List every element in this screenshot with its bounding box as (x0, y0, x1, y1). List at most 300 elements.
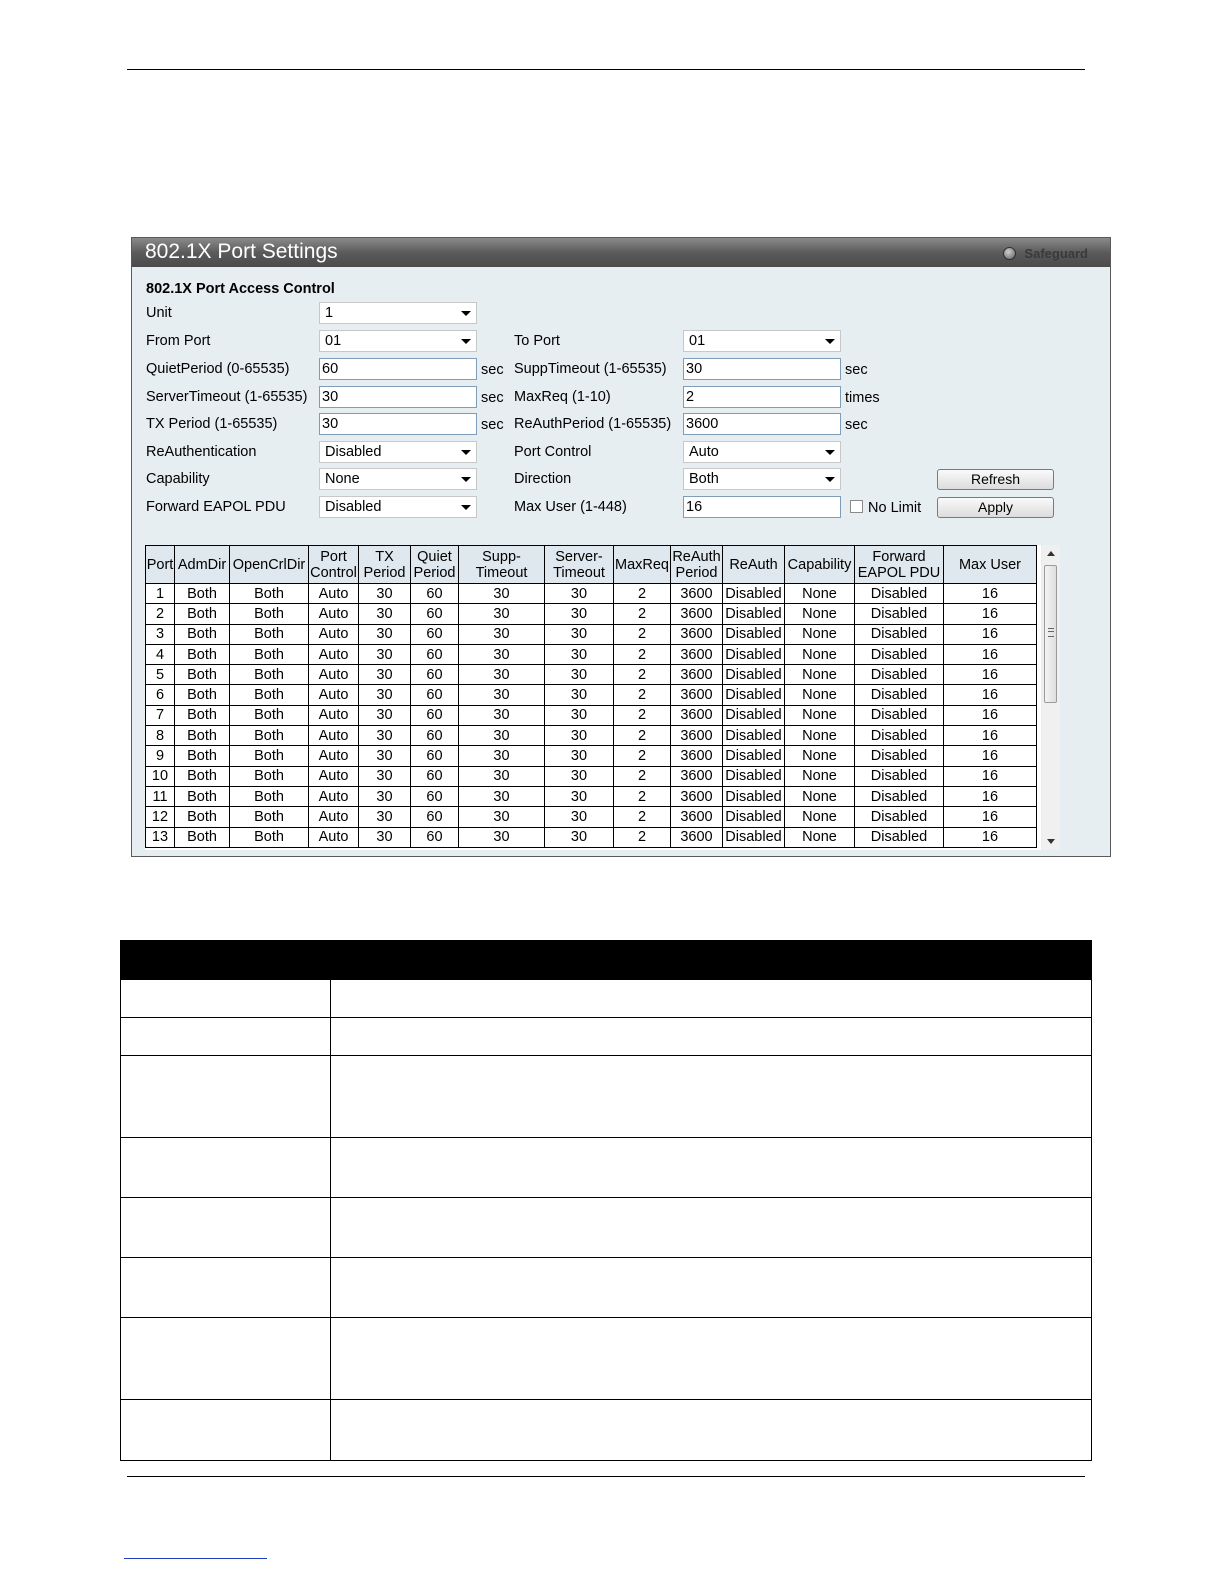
refresh-button[interactable]: Refresh (937, 469, 1054, 490)
safeguard-indicator[interactable] (1003, 246, 1088, 261)
table-cell: Disabled (855, 604, 944, 624)
forward-eapol-pdu-select[interactable] (319, 496, 477, 518)
table-scrollbar[interactable] (1042, 545, 1060, 850)
table-cell: Auto (309, 766, 359, 786)
column-header (545, 546, 614, 584)
scroll-up-icon[interactable] (1047, 551, 1055, 556)
port-table (145, 545, 1037, 848)
table-cell: 30 (545, 624, 614, 644)
table-cell: Disabled (855, 827, 944, 847)
table-cell: 30 (359, 746, 411, 766)
table-row[interactable] (146, 746, 1037, 766)
table-cell: Both (175, 685, 230, 705)
table-cell: Both (230, 766, 309, 786)
forward-eapol-pdu-label: Forward EAPOL PDU (146, 499, 286, 515)
table-cell: 30 (545, 705, 614, 725)
table-cell: 2 (614, 746, 671, 766)
table-cell: 2 (614, 807, 671, 827)
table-cell: 3600 (671, 624, 723, 644)
reauthentication-value: Disabled (325, 444, 382, 460)
from-port-value: 01 (325, 333, 342, 349)
table-cell: 30 (359, 624, 411, 644)
grip-icon (1048, 628, 1054, 637)
apply-button[interactable]: Apply (937, 497, 1054, 518)
column-header-text: Control (310, 564, 357, 581)
table-cell: 30 (459, 685, 545, 705)
column-header-text: Forward (872, 548, 926, 565)
table-row[interactable] (146, 624, 1037, 644)
quiet-period-label: QuietPeriod (0-65535) (146, 361, 290, 377)
column-header (359, 546, 411, 584)
table-cell: 2 (146, 604, 175, 624)
table-cell: Disabled (855, 584, 944, 604)
table-row[interactable] (146, 584, 1037, 604)
table-cell: 30 (545, 584, 614, 604)
column-header (175, 546, 230, 584)
table-cell: 30 (359, 584, 411, 604)
column-header (671, 546, 723, 584)
column-header-text: Max User (958, 556, 1022, 573)
table-cell: Both (230, 726, 309, 746)
description-row (121, 1318, 1092, 1400)
supp-timeout-unit: sec (845, 362, 868, 378)
chevron-down-icon (825, 339, 835, 344)
table-cell: Auto (309, 746, 359, 766)
column-header-text: Supp- (482, 548, 521, 565)
table-cell: 30 (459, 604, 545, 624)
table-cell: Both (175, 705, 230, 725)
table-cell: 2 (614, 624, 671, 644)
table-cell: Disabled (855, 665, 944, 685)
table-cell: 60 (411, 766, 459, 786)
table-cell: 30 (359, 827, 411, 847)
column-header (459, 546, 545, 584)
server-timeout-label: ServerTimeout (1-65535) (146, 389, 308, 405)
table-cell: 2 (614, 665, 671, 685)
table-cell: 30 (545, 766, 614, 786)
table-cell: None (785, 807, 855, 827)
column-header (411, 546, 459, 584)
table-cell: None (785, 746, 855, 766)
table-cell: 6 (146, 685, 175, 705)
table-cell: 30 (459, 827, 545, 847)
tx-period-unit: sec (481, 417, 504, 433)
table-cell: None (785, 705, 855, 725)
column-header-text: Timeout (553, 564, 605, 581)
max-req-input[interactable] (683, 386, 841, 408)
table-cell: 60 (411, 726, 459, 746)
table-cell: Both (175, 584, 230, 604)
table-cell: 16 (944, 807, 1037, 827)
table-cell: 2 (614, 584, 671, 604)
table-cell: 30 (359, 786, 411, 806)
table-cell: 16 (944, 766, 1037, 786)
column-header-text: TX (375, 548, 394, 565)
supp-timeout-label: SuppTimeout (1-65535) (514, 361, 667, 377)
reauth-period-label: ReAuthPeriod (1-65535) (514, 416, 672, 432)
table-cell: Both (175, 665, 230, 685)
table-cell: Both (230, 685, 309, 705)
table-cell: Both (175, 766, 230, 786)
table-cell: Disabled (723, 685, 785, 705)
table-cell: 30 (545, 726, 614, 746)
table-cell: Both (230, 705, 309, 725)
table-cell: Both (230, 644, 309, 664)
table-cell: 16 (944, 644, 1037, 664)
description-row (121, 1018, 1092, 1056)
column-header-text: Capability (787, 556, 852, 573)
table-cell: 16 (944, 746, 1037, 766)
table-cell: Disabled (855, 726, 944, 746)
table-cell: 1 (146, 584, 175, 604)
table-cell: 2 (614, 705, 671, 725)
table-cell: Auto (309, 665, 359, 685)
table-row[interactable] (146, 665, 1037, 685)
table-cell: Both (175, 726, 230, 746)
chevron-down-icon (461, 505, 471, 510)
table-cell: 60 (411, 705, 459, 725)
table-cell: Auto (309, 624, 359, 644)
chevron-down-icon (461, 450, 471, 455)
table-cell: 60 (411, 584, 459, 604)
table-cell: 3600 (671, 685, 723, 705)
table-row[interactable] (146, 766, 1037, 786)
max-user-input[interactable] (683, 496, 841, 518)
table-cell: 60 (411, 604, 459, 624)
table-cell: Disabled (723, 705, 785, 725)
table-cell: Auto (309, 827, 359, 847)
quiet-period-unit: sec (481, 362, 504, 378)
table-cell: 3600 (671, 746, 723, 766)
table-cell: Disabled (723, 786, 785, 806)
table-cell: 30 (545, 786, 614, 806)
table-cell: Both (175, 827, 230, 847)
table-cell: Auto (309, 807, 359, 827)
table-cell: 30 (359, 685, 411, 705)
table-cell: 16 (944, 624, 1037, 644)
safeguard-label: Safeguard (1024, 246, 1088, 261)
server-timeout-input[interactable] (319, 386, 477, 408)
table-cell: 30 (359, 604, 411, 624)
table-row[interactable] (146, 644, 1037, 664)
column-header-text: ReAuth (672, 548, 721, 565)
table-cell: Both (230, 786, 309, 806)
capability-value: None (325, 471, 360, 487)
table-cell: None (785, 624, 855, 644)
table-cell: Disabled (723, 766, 785, 786)
table-cell: 30 (459, 705, 545, 725)
table-cell: 30 (459, 766, 545, 786)
table-cell: Disabled (723, 726, 785, 746)
table-cell: Both (175, 644, 230, 664)
table-cell: Disabled (723, 584, 785, 604)
reauthentication-select[interactable] (319, 441, 477, 463)
table-cell: 60 (411, 746, 459, 766)
column-header (309, 546, 359, 584)
table-cell: Disabled (855, 786, 944, 806)
table-cell: 16 (944, 705, 1037, 725)
table-cell: Both (230, 827, 309, 847)
table-cell: 2 (614, 827, 671, 847)
supp-timeout-input[interactable] (683, 358, 841, 380)
chevron-down-icon (825, 450, 835, 455)
table-cell: Disabled (723, 604, 785, 624)
table-cell: None (785, 726, 855, 746)
tx-period-input[interactable] (319, 413, 477, 435)
table-row[interactable] (146, 786, 1037, 806)
to-port-label: To Port (514, 333, 560, 349)
chevron-down-icon (461, 339, 471, 344)
max-req-label: MaxReq (1-10) (514, 389, 611, 405)
table-cell: 2 (614, 786, 671, 806)
table-row[interactable] (146, 726, 1037, 746)
table-cell: 3600 (671, 584, 723, 604)
table-cell: Disabled (855, 746, 944, 766)
table-cell: 9 (146, 746, 175, 766)
table-cell: 7 (146, 705, 175, 725)
table-cell: 60 (411, 827, 459, 847)
direction-select[interactable] (683, 468, 841, 490)
table-cell: 3600 (671, 705, 723, 725)
port-settings-panel (131, 237, 1111, 857)
table-cell: 3 (146, 624, 175, 644)
reauth-period-input[interactable] (683, 413, 841, 435)
table-cell: 2 (614, 726, 671, 746)
footer-link-underline[interactable] (124, 1558, 267, 1559)
table-cell: 13 (146, 827, 175, 847)
table-cell: 30 (359, 665, 411, 685)
table-cell: 30 (545, 665, 614, 685)
to-port-value: 01 (689, 333, 706, 349)
panel-header (132, 238, 1110, 267)
column-header-text: ReAuth (729, 556, 778, 573)
max-user-label: Max User (1-448) (514, 499, 627, 515)
port-control-value: Auto (689, 444, 719, 460)
reauth-period-unit: sec (845, 417, 868, 433)
table-cell: None (785, 766, 855, 786)
table-cell: Disabled (855, 624, 944, 644)
unit-select[interactable] (319, 302, 477, 324)
table-cell: 30 (459, 786, 545, 806)
table-cell: Both (230, 807, 309, 827)
table-cell: 16 (944, 584, 1037, 604)
table-cell: 16 (944, 685, 1037, 705)
table-cell: Both (175, 624, 230, 644)
port-control-label: Port Control (514, 444, 592, 460)
table-cell: Disabled (855, 705, 944, 725)
scroll-down-icon[interactable] (1047, 839, 1055, 844)
table-cell: Disabled (855, 644, 944, 664)
table-cell: 60 (411, 665, 459, 685)
table-cell: 30 (359, 807, 411, 827)
column-header (944, 546, 1037, 584)
column-header-text: MaxReq (615, 556, 669, 573)
table-cell: Disabled (855, 807, 944, 827)
panel-title: 802.1X Port Settings (145, 240, 338, 263)
table-cell: 30 (545, 807, 614, 827)
table-cell: Both (175, 604, 230, 624)
column-header-text: EAPOL PDU (857, 564, 941, 581)
description-row (121, 1198, 1092, 1258)
table-cell: None (785, 665, 855, 685)
chevron-down-icon (825, 477, 835, 482)
table-cell: Auto (309, 685, 359, 705)
unit-label: Unit (146, 305, 172, 321)
chevron-down-icon (461, 477, 471, 482)
column-header (855, 546, 944, 584)
direction-value: Both (689, 471, 719, 487)
table-header-row (146, 546, 1037, 584)
table-cell: 4 (146, 644, 175, 664)
table-cell: 16 (944, 665, 1037, 685)
chevron-down-icon (461, 311, 471, 316)
column-header-text: Period (363, 564, 406, 581)
table-cell: 30 (359, 644, 411, 664)
table-cell: Auto (309, 786, 359, 806)
column-header-text: AdmDir (177, 556, 227, 573)
table-cell: 30 (545, 604, 614, 624)
port-control-select[interactable] (683, 441, 841, 463)
table-cell: Auto (309, 604, 359, 624)
unit-select-value: 1 (325, 305, 334, 321)
max-req-unit: times (845, 390, 880, 406)
tx-period-label: TX Period (1-65535) (146, 416, 278, 432)
table-cell: 30 (459, 584, 545, 604)
table-cell: Auto (309, 726, 359, 746)
table-cell: 30 (459, 807, 545, 827)
table-cell: 2 (614, 604, 671, 624)
description-table-header (121, 941, 1092, 980)
table-row[interactable] (146, 685, 1037, 705)
column-header-text: Quiet (417, 548, 452, 565)
table-cell: Disabled (723, 746, 785, 766)
table-row[interactable] (146, 807, 1037, 827)
table-cell: 3600 (671, 786, 723, 806)
table-cell: None (785, 604, 855, 624)
table-cell: Both (230, 665, 309, 685)
table-cell: 30 (459, 644, 545, 664)
column-header-text: Period (413, 564, 456, 581)
top-rule (127, 69, 1085, 70)
table-cell: Both (230, 604, 309, 624)
table-cell: 16 (944, 827, 1037, 847)
no-limit-checkbox[interactable] (850, 500, 863, 513)
table-cell: 3600 (671, 604, 723, 624)
table-cell: Disabled (723, 665, 785, 685)
direction-label: Direction (514, 471, 572, 487)
table-cell: 3600 (671, 665, 723, 685)
table-cell: 30 (459, 624, 545, 644)
table-cell: 60 (411, 624, 459, 644)
table-cell: 16 (944, 726, 1037, 746)
table-cell: Both (230, 746, 309, 766)
table-row[interactable] (146, 827, 1037, 847)
table-cell: None (785, 685, 855, 705)
table-row[interactable] (146, 705, 1037, 725)
table-cell: 2 (614, 644, 671, 664)
table-cell: Auto (309, 584, 359, 604)
table-cell: None (785, 786, 855, 806)
table-cell: Both (230, 584, 309, 604)
table-cell: Both (230, 624, 309, 644)
safeguard-icon (1003, 247, 1016, 260)
table-cell: 3600 (671, 644, 723, 664)
table-row[interactable] (146, 604, 1037, 624)
column-header (614, 546, 671, 584)
table-cell: 10 (146, 766, 175, 786)
column-header-text: Server- (555, 548, 603, 565)
table-cell: 30 (545, 746, 614, 766)
table-cell: 30 (459, 746, 545, 766)
column-header-text: Port (320, 548, 347, 565)
description-row (121, 980, 1092, 1018)
table-cell: 30 (359, 766, 411, 786)
table-cell: 60 (411, 644, 459, 664)
table-cell: 30 (459, 665, 545, 685)
forward-eapol-pdu-value: Disabled (325, 499, 382, 515)
bottom-rule (127, 1476, 1085, 1477)
table-cell: Both (175, 746, 230, 766)
section-title: 802.1X Port Access Control (146, 281, 335, 297)
server-timeout-unit: sec (481, 390, 504, 406)
description-table (120, 940, 1092, 1461)
description-row (121, 1258, 1092, 1318)
column-header-text: OpenCrlDir (232, 556, 306, 573)
table-cell: 3600 (671, 827, 723, 847)
table-cell: Disabled (723, 827, 785, 847)
table-cell: 30 (545, 827, 614, 847)
capability-select[interactable] (319, 468, 477, 490)
table-cell: Auto (309, 644, 359, 664)
column-header-text: Period (675, 564, 718, 581)
table-cell: Disabled (723, 624, 785, 644)
column-header-text: Timeout (475, 564, 528, 581)
scroll-thumb[interactable] (1044, 565, 1057, 703)
reauthentication-label: ReAuthentication (146, 444, 257, 460)
table-cell: 2 (614, 685, 671, 705)
table-cell: Both (175, 807, 230, 827)
column-header (146, 546, 175, 584)
table-cell: 30 (359, 705, 411, 725)
description-row (121, 1056, 1092, 1138)
table-cell: 30 (545, 644, 614, 664)
column-header (723, 546, 785, 584)
description-row (121, 1400, 1092, 1461)
from-port-select[interactable] (319, 330, 477, 352)
table-cell: Disabled (723, 644, 785, 664)
table-cell: Disabled (723, 807, 785, 827)
description-row (121, 1138, 1092, 1198)
column-header (230, 546, 309, 584)
table-cell: 60 (411, 807, 459, 827)
no-limit-label: No Limit (868, 500, 922, 516)
table-cell: None (785, 827, 855, 847)
from-port-label: From Port (146, 333, 211, 349)
quiet-period-input[interactable] (319, 358, 477, 380)
table-cell: 30 (459, 726, 545, 746)
table-cell: 12 (146, 807, 175, 827)
table-cell: Both (175, 786, 230, 806)
table-cell: None (785, 644, 855, 664)
table-cell: 16 (944, 786, 1037, 806)
table-cell: 3600 (671, 766, 723, 786)
to-port-select[interactable] (683, 330, 841, 352)
table-cell: 3600 (671, 726, 723, 746)
table-cell: None (785, 584, 855, 604)
table-cell: 60 (411, 685, 459, 705)
table-cell: 30 (545, 685, 614, 705)
capability-label: Capability (146, 471, 210, 487)
